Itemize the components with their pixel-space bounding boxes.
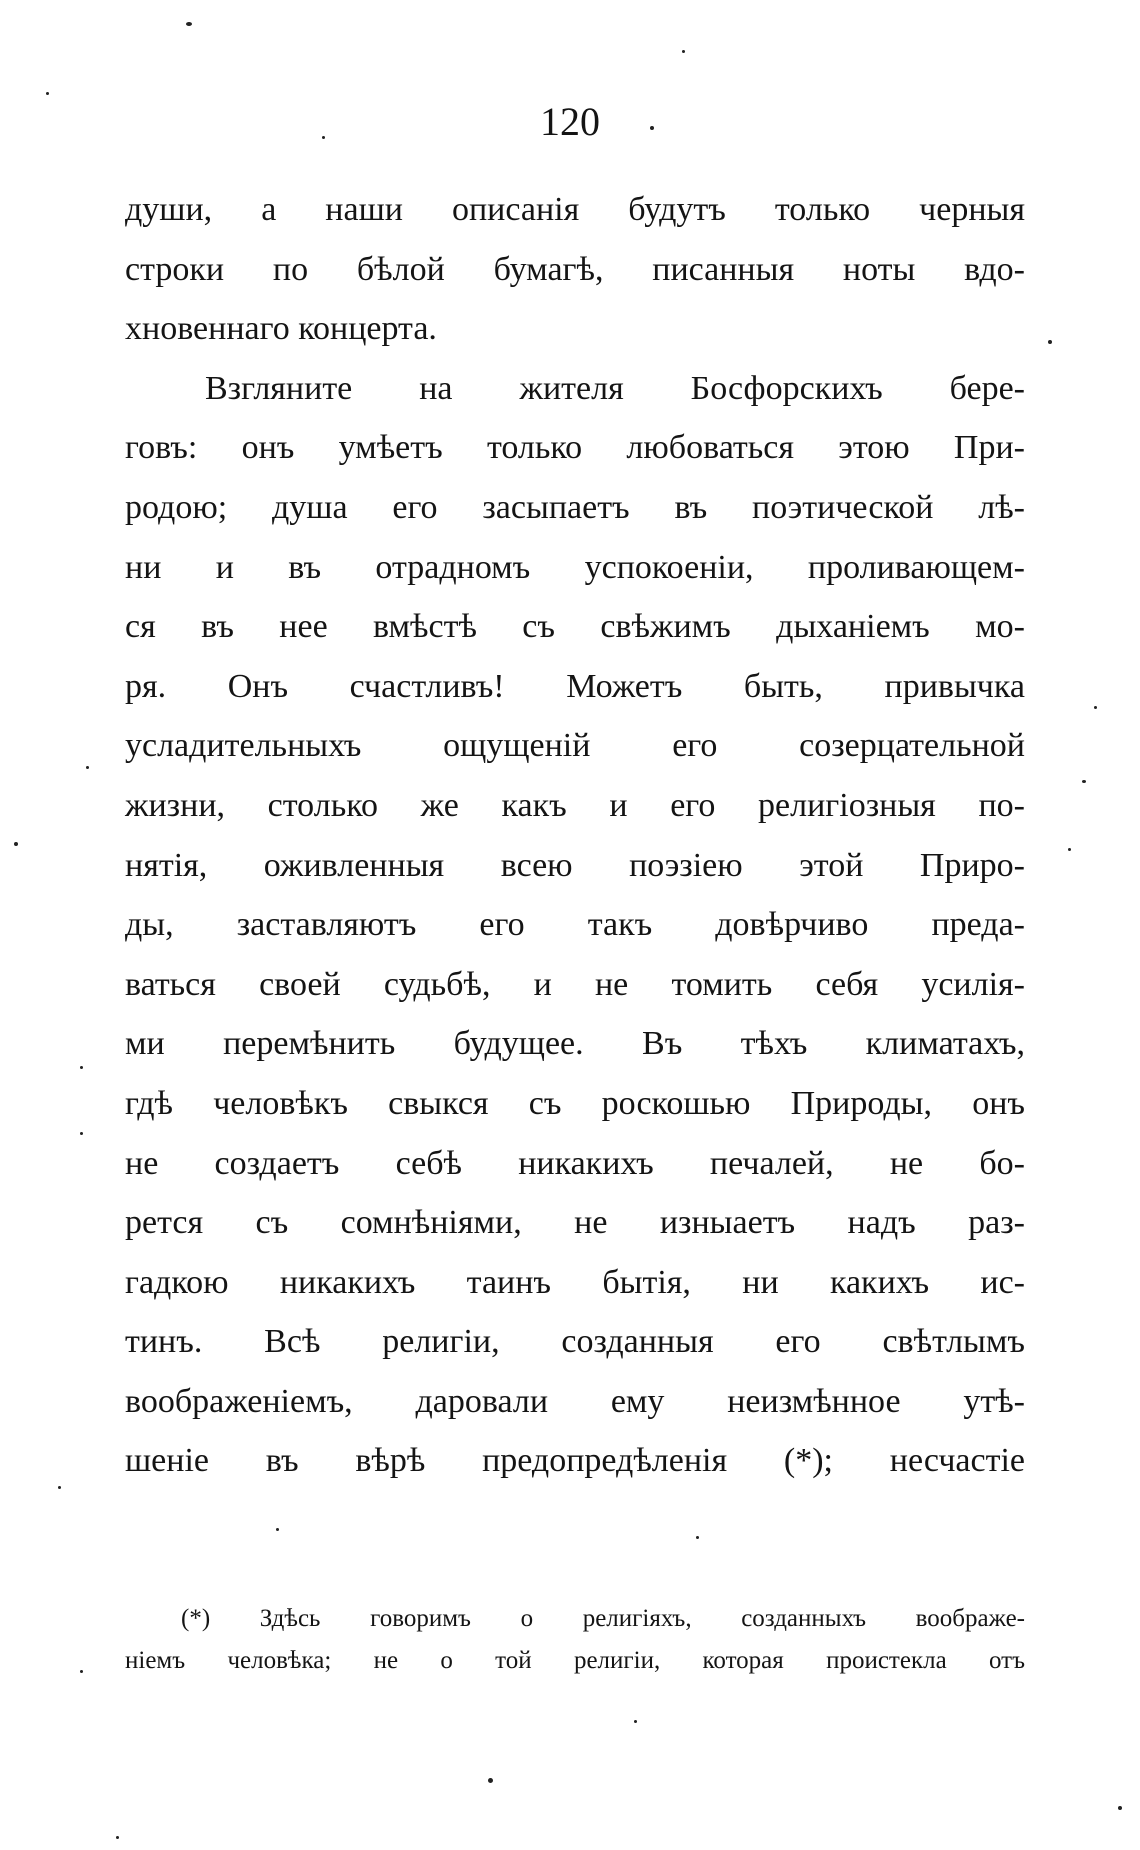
scan-speck: [80, 1670, 83, 1673]
text-line: усладительныхъ ощущеній его созерцательной: [125, 727, 1025, 765]
text-line: тинъ. Всѣ религіи, созданныя его свѣтлымъ: [125, 1323, 1025, 1361]
body-text: [125, 180, 1025, 1491]
scan-speck: [14, 842, 18, 846]
scan-speck: [682, 50, 685, 53]
scan-speck: [80, 1066, 83, 1069]
text-line: говъ: онъ умѣетъ только любоваться этою При-: [125, 429, 1025, 467]
text-line: строки по бѣлой бумагѣ, писанныя ноты вдо-: [125, 250, 1025, 288]
scan-speck: [634, 1720, 637, 1723]
scan-speck: [86, 766, 89, 769]
text-line: души, а наши описанія будутъ только черныя: [125, 191, 1025, 228]
footnote-line: ніемъ человѣка; не о той религіи, которая проистекла отъ: [125, 1647, 1025, 1674]
text-line: нятія, оживленныя всею поэзіею этой Приро-: [125, 846, 1025, 884]
scan-speck: [696, 1536, 699, 1539]
text-line: хновеннаго концерта.: [125, 310, 437, 348]
scan-speck: [276, 1528, 279, 1531]
text-line: ми перемѣнить будущее. Въ тѣхъ климатахъ,: [125, 1025, 1025, 1063]
scan-speck: [46, 92, 49, 95]
text-line: Взгляните на жителя Босфорскихъ бере-: [205, 369, 1025, 407]
text-line: ря. Онъ счастливъ! Можетъ быть, привычка: [125, 667, 1025, 705]
text-line: ваться своей судьбѣ, и не томить себя усилія-: [125, 965, 1025, 1003]
footnote-line: (*) Здѣсь говоримъ о религіяхъ, созданныхъ воображе-: [181, 1605, 1025, 1632]
scan-speck: [1118, 1806, 1122, 1810]
scan-speck: [1082, 780, 1086, 783]
scan-speck: [322, 136, 325, 139]
text-line: ся въ нее вмѣстѣ съ свѣжимъ дыханіемъ мо-: [125, 608, 1025, 646]
scan-speck: [1094, 706, 1097, 709]
text-line: не создаетъ себѣ никакихъ печалей, не бо-: [125, 1144, 1025, 1182]
text-line: рется съ сомнѣніями, не изныаетъ надъ раз-: [125, 1204, 1025, 1242]
scan-speck: [186, 22, 192, 26]
text-line: гдѣ человѣкъ свыкся съ роскошью Природы, онъ: [125, 1084, 1025, 1122]
text-line: гадкою никакихъ таинъ бытія, ни какихъ ис-: [125, 1263, 1025, 1301]
text-line: шеніе въ вѣрѣ предопредѣленія (*); несчастіе: [125, 1442, 1025, 1480]
text-line: ни и въ отрадномъ успокоеніи, проливающем-: [125, 548, 1025, 586]
scan-speck: [1048, 340, 1052, 344]
scan-speck: [80, 1132, 83, 1135]
text-line: воображеніемъ, даровали ему неизмѣнное утѣ-: [125, 1382, 1025, 1420]
scan-speck: [650, 126, 654, 130]
text-line: жизни, столько же какъ и его религіозныя по-: [125, 786, 1025, 824]
footnote: [125, 1598, 1025, 1682]
text-line: ды, заставляютъ его такъ довѣрчиво преда-: [125, 906, 1025, 944]
scan-speck: [488, 1778, 493, 1783]
scan-speck: [1068, 848, 1071, 851]
scan-speck: [116, 1836, 119, 1839]
page-number: 120: [540, 99, 600, 144]
text-line: родою; душа его засыпаетъ въ поэтической лѣ-: [125, 488, 1025, 526]
scan-speck: [58, 1486, 61, 1489]
